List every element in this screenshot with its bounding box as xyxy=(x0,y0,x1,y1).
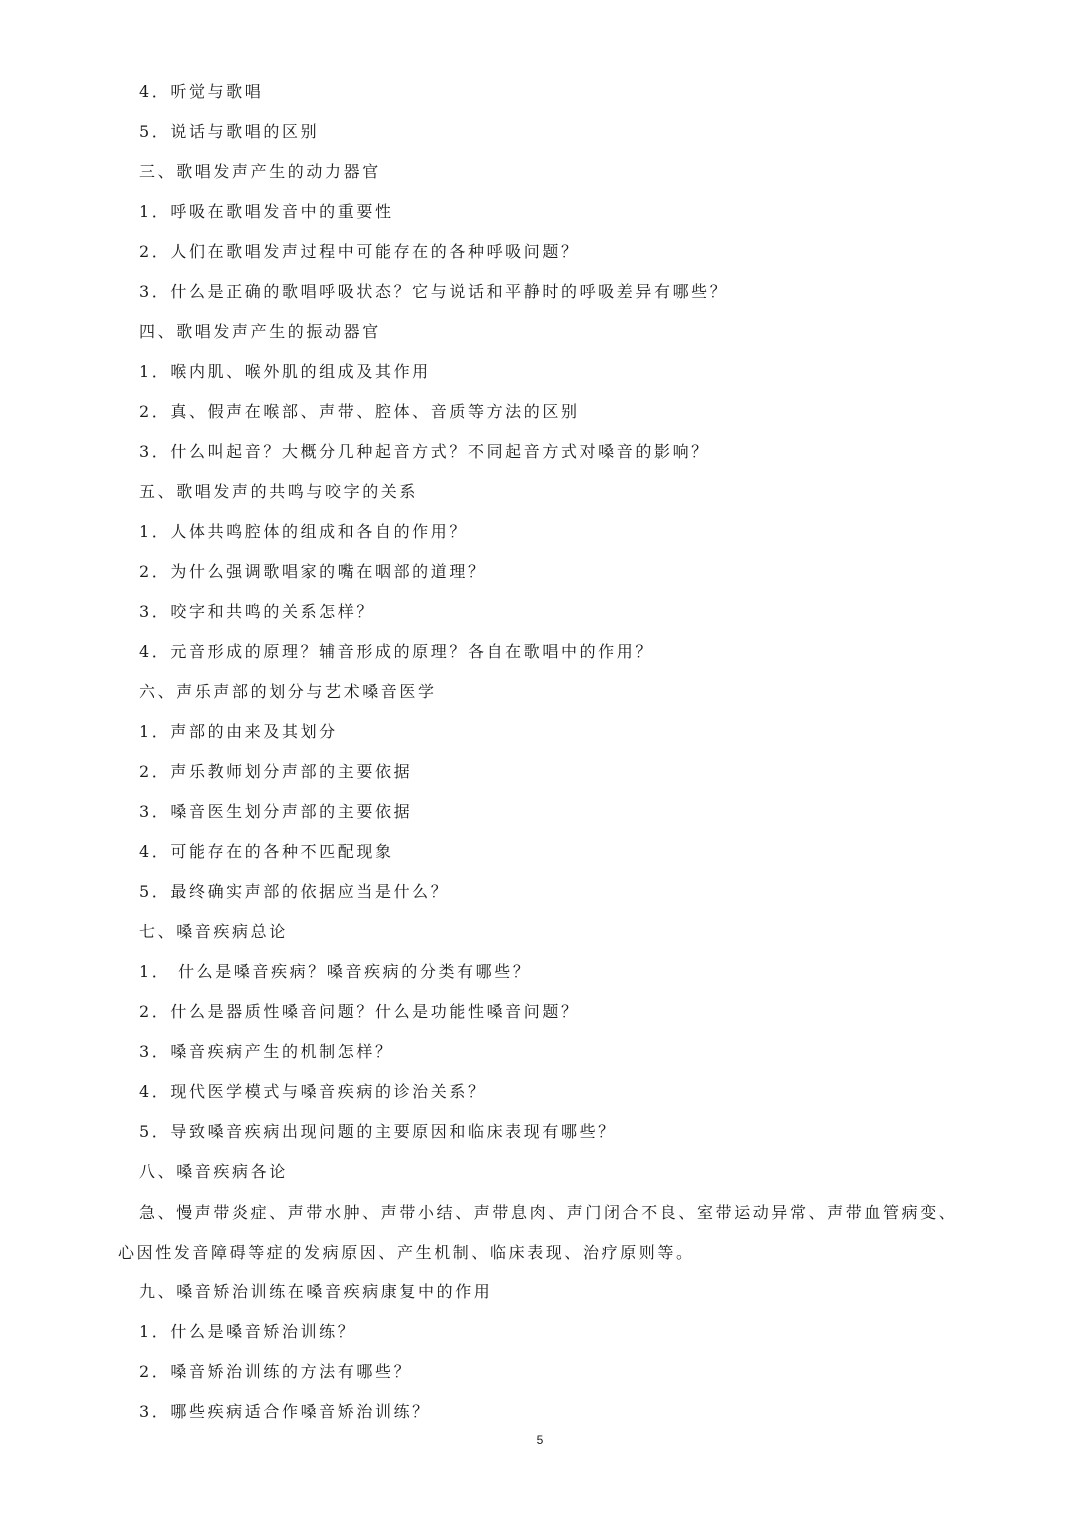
list-item: 2．什么是器质性嗓音问题？什么是功能性嗓音问题？ xyxy=(139,1002,580,1021)
list-item: 3．咬字和共鸣的关系怎样？ xyxy=(139,602,375,621)
list-item: 3．什么是正确的歌唱呼吸状态？它与说话和平静时的呼吸差异有哪些？ xyxy=(139,282,729,301)
section-heading: 三、歌唱发声产生的动力器官 xyxy=(139,162,381,181)
section-heading: 八、嗓音疾病各论 xyxy=(139,1162,288,1181)
list-item: 1． 什么是嗓音疾病？嗓音疾病的分类有哪些？ xyxy=(139,962,532,981)
section-heading: 四、歌唱发声产生的振动器官 xyxy=(139,322,381,341)
list-item: 3．哪些疾病适合作嗓音矫治训练？ xyxy=(139,1402,431,1421)
body-paragraph: 急、慢声带炎症、声带水肿、声带小结、声带息肉、声门闭合不良、室带运动异常、声带血管病变、心因性发音障碍等症的发病原因、产生机制、临床表现、治疗原则等。 xyxy=(118,1203,958,1262)
list-item: 2．真、假声在喉部、声带、腔体、音质等方法的区别 xyxy=(139,402,580,421)
list-item: 3．嗓音疾病产生的机制怎样？ xyxy=(139,1042,394,1061)
list-item: 1．人体共鸣腔体的组成和各自的作用？ xyxy=(139,522,468,541)
list-item: 5．最终确实声部的依据应当是什么？ xyxy=(139,882,450,901)
list-item: 2．声乐教师划分声部的主要依据 xyxy=(139,762,413,781)
list-item: 1．喉内肌、喉外肌的组成及其作用 xyxy=(139,362,431,381)
list-item: 5．说话与歌唱的区别 xyxy=(139,122,320,141)
list-item: 2．人们在歌唱发声过程中可能存在的各种呼吸问题？ xyxy=(139,242,580,261)
list-item: 4．元音形成的原理？辅音形成的原理？各自在歌唱中的作用？ xyxy=(139,642,654,661)
page-number: 5 xyxy=(536,1433,544,1447)
list-item: 3．嗓音医生划分声部的主要依据 xyxy=(139,802,413,821)
list-item: 1．呼吸在歌唱发音中的重要性 xyxy=(139,202,394,221)
section-heading: 五、歌唱发声的共鸣与咬字的关系 xyxy=(139,482,419,501)
list-item: 1．什么是嗓音矫治训练？ xyxy=(139,1322,357,1341)
list-item: 3．什么叫起音？大概分几种起音方式？不同起音方式对嗓音的影响？ xyxy=(139,442,710,461)
list-item: 5．导致嗓音疾病出现问题的主要原因和临床表现有哪些？ xyxy=(139,1122,617,1141)
list-item: 4．听觉与歌唱 xyxy=(139,82,264,101)
section-heading: 七、嗓音疾病总论 xyxy=(139,922,288,941)
list-item: 2．为什么强调歌唱家的嘴在咽部的道理？ xyxy=(139,562,487,581)
list-item: 4．现代医学模式与嗓音疾病的诊治关系？ xyxy=(139,1082,487,1101)
list-item: 4．可能存在的各种不匹配现象 xyxy=(139,842,394,861)
section-heading: 九、嗓音矫治训练在嗓音疾病康复中的作用 xyxy=(139,1282,493,1301)
list-item: 1．声部的由来及其划分 xyxy=(139,722,338,741)
list-item: 2．嗓音矫治训练的方法有哪些？ xyxy=(139,1362,413,1381)
section-heading: 六、声乐声部的划分与艺术嗓音医学 xyxy=(139,682,437,701)
